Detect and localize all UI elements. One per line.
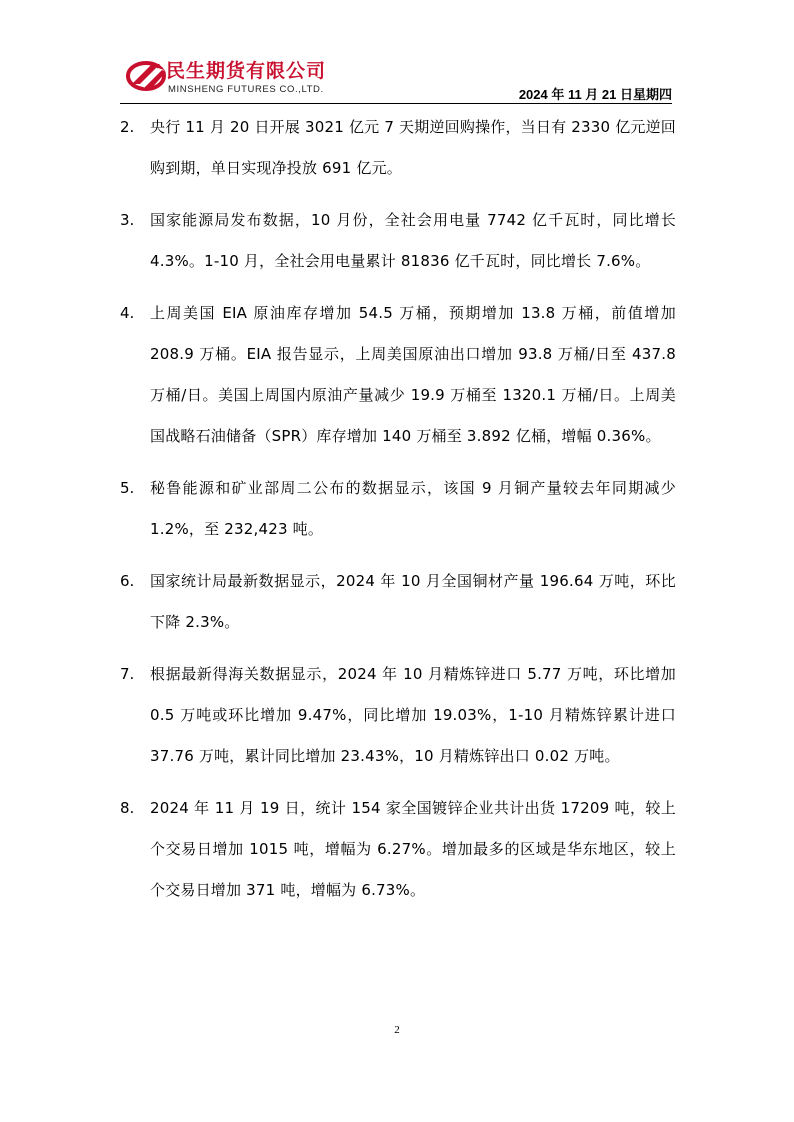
report-date: 2024 年 11 月 21 日星期四 bbox=[518, 87, 672, 102]
item-text: 2024 年 11 月 19 日，统计 154 家全国镀锌企业共计出货 17209 吨，较上个交易日增加 1015 吨，增幅为 6.27%。增加最多的区域是华东地区，较上个交易日增加 371 吨，增幅为 6.73%。 bbox=[150, 799, 676, 899]
item-text: 国家能源局发布数据，10 月份，全社会用电量 7742 亿千瓦时，同比增长 4.3%。1-10 月，全社会用电量累计 81836 亿千瓦时，同比增长 7.6%。 bbox=[150, 211, 676, 270]
minsheng-logo-icon bbox=[126, 58, 168, 92]
item-text: 秘鲁能源和矿业部周二公布的数据显示，该国 9 月铜产量较去年同期减少 1.2%，至 232,423 吨。 bbox=[150, 479, 676, 538]
list-item bbox=[120, 200, 676, 282]
header-divider bbox=[120, 103, 672, 104]
item-text: 上周美国 EIA 原油库存增加 54.5 万桶，预期增加 13.8 万桶，前值增加 208.9 万桶。EIA 报告显示，上周美国原油出口增加 93.8 万桶/日至 437.8 万桶/日。美国上周国内原油产量减少 19.9 万桶至 1320.1 万桶/日。上周美国战略石油储备（SPR）库存增加 140 万桶至 3.892 亿桶，增幅 0.36%。 bbox=[150, 304, 676, 445]
list-item bbox=[120, 468, 676, 550]
item-text: 国家统计局最新数据显示，2024 年 10 月全国铜材产量 196.64 万吨，环比下降 2.3%。 bbox=[150, 572, 676, 631]
item-number: 2. bbox=[120, 118, 135, 136]
item-number: 6. bbox=[120, 572, 135, 590]
item-number: 3. bbox=[120, 211, 135, 229]
list-item bbox=[120, 293, 676, 457]
item-number: 4. bbox=[120, 304, 135, 322]
item-text: 根据最新得海关数据显示，2024 年 10 月精炼锌进口 5.77 万吨，环比增加 0.5 万吨或环比增加 9.47%，同比增加 19.03%，1-10 月精炼锌累计进口 37.76 万吨，累计同比增加 23.43%，10 月精炼锌出口 0.02 万吨。 bbox=[150, 665, 676, 765]
item-text: 央行 11 月 20 日开展 3021 亿元 7 天期逆回购操作，当日有 2330 亿元逆回购到期，单日实现净投放 691 亿元。 bbox=[150, 118, 676, 177]
list-item bbox=[120, 788, 676, 911]
list-item bbox=[120, 654, 676, 777]
news-list bbox=[120, 107, 676, 922]
list-item bbox=[120, 561, 676, 643]
company-name-cn: 民生期货有限公司 bbox=[166, 60, 327, 82]
list-item bbox=[120, 107, 676, 189]
item-number: 5. bbox=[120, 479, 135, 497]
page-number: 2 bbox=[394, 1024, 400, 1036]
company-name-en: MINSHENG FUTURES CO.,LTD. bbox=[168, 84, 324, 95]
item-number: 7. bbox=[120, 665, 135, 683]
page-header bbox=[120, 54, 672, 104]
item-number: 8. bbox=[120, 799, 135, 817]
